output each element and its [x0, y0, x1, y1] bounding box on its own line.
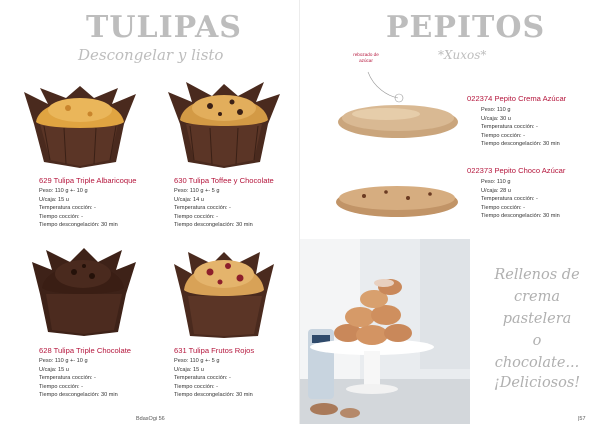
spec-thaw-time: Tiempo descongelación: 30 min	[39, 222, 118, 228]
page-number: |57	[578, 416, 586, 422]
spec-units: U/caja: 28 u	[481, 187, 511, 194]
product-name: 022373 Pepito Choco Azúcar	[467, 166, 566, 175]
tulipa-frutos-rojos-photo	[170, 250, 278, 340]
slogan	[478, 264, 596, 374]
spec-thaw-time: Tiempo descongelación: 30 min	[481, 213, 560, 219]
spec-units: U/caja: 15 u	[174, 366, 204, 373]
slogan-delicious: ¡Deliciosos!	[493, 375, 581, 391]
spec-units: U/caja: 30 u	[481, 115, 511, 122]
spec-thaw-time: Tiempo descongelación: 30 min	[174, 392, 253, 398]
tulipa-albaricoque-photo	[20, 84, 138, 170]
spec-bake-time: Tiempo cocción: -	[174, 213, 218, 220]
spec-bake-time: Tiempo cocción: -	[174, 383, 218, 390]
product-name: 631 Tulipa Frutos Rojos	[174, 346, 255, 355]
slogan-line: o	[532, 333, 542, 349]
spec-weight: Peso: 110 g	[481, 107, 511, 113]
pepito-crema-photo	[336, 98, 460, 140]
product-name: 629 Tulipa Triple Albaricoque	[39, 176, 137, 185]
left-footer: BdasOgi 56	[136, 416, 165, 422]
tulipa-triple-chocolate-photo	[28, 246, 138, 338]
spec-weight: Peso: 110 g +- 5 g	[174, 188, 220, 194]
slogan-line: chocolate...	[494, 355, 580, 371]
spec-temp: Temperatura cocción: -	[481, 124, 538, 130]
pepitos-title: PEPITOS	[386, 10, 546, 45]
sugar-coating-callout: rebozado de azúcar	[353, 52, 379, 63]
pepito-choco-photo	[334, 178, 460, 220]
spec-temp: Temperatura cocción: -	[174, 375, 231, 381]
product-specs	[481, 106, 560, 149]
spec-bake-time: Tiempo cocción: -	[481, 204, 525, 211]
spec-thaw-time: Tiempo descongelación: 30 min	[174, 222, 253, 228]
product-specs	[174, 357, 253, 400]
product-specs	[174, 187, 253, 230]
spec-temp: Temperatura cocción: -	[174, 205, 231, 211]
spec-thaw-time: Tiempo descongelación: 30 min	[481, 141, 560, 147]
product-specs	[39, 357, 118, 400]
slogan-line: Rellenos de	[494, 267, 580, 283]
spec-temp: Temperatura cocción: -	[39, 375, 96, 381]
spec-bake-time: Tiempo cocción: -	[39, 213, 83, 220]
spec-units: U/caja: 15 u	[39, 366, 69, 373]
spec-bake-time: Tiempo cocción: -	[481, 132, 525, 139]
spec-bake-time: Tiempo cocción: -	[39, 383, 83, 390]
spec-weight: Peso: 110 g +- 5 g	[174, 358, 220, 364]
spec-temp: Temperatura cocción: -	[39, 205, 96, 211]
pepitos-subtitle: *Xuxos*	[438, 48, 487, 62]
spec-weight: Peso: 110 g +- 10 g	[39, 188, 88, 194]
product-name: 628 Tulipa Triple Chocolate	[39, 346, 132, 355]
spec-thaw-time: Tiempo descongelación: 30 min	[39, 392, 118, 398]
pastry-stand-photo	[300, 239, 470, 424]
slogan-line: crema pastelera	[502, 289, 572, 327]
spec-units: U/caja: 15 u	[39, 196, 69, 203]
product-name: 630 Tulipa Toffee y Chocolate	[174, 176, 274, 185]
tulipas-title: TULIPAS	[86, 10, 242, 45]
spec-weight: Peso: 110 g +- 10 g	[39, 358, 88, 364]
product-name: 022374 Pepito Crema Azúcar	[467, 94, 567, 103]
spec-weight: Peso: 110 g	[481, 179, 511, 185]
product-specs	[481, 178, 560, 221]
tulipas-subtitle: Descongelar y listo	[78, 46, 224, 64]
spec-units: U/caja: 14 u	[174, 196, 204, 203]
tulipa-toffee-photo	[166, 80, 282, 170]
product-specs	[39, 187, 118, 230]
spec-temp: Temperatura cocción: -	[481, 196, 538, 202]
